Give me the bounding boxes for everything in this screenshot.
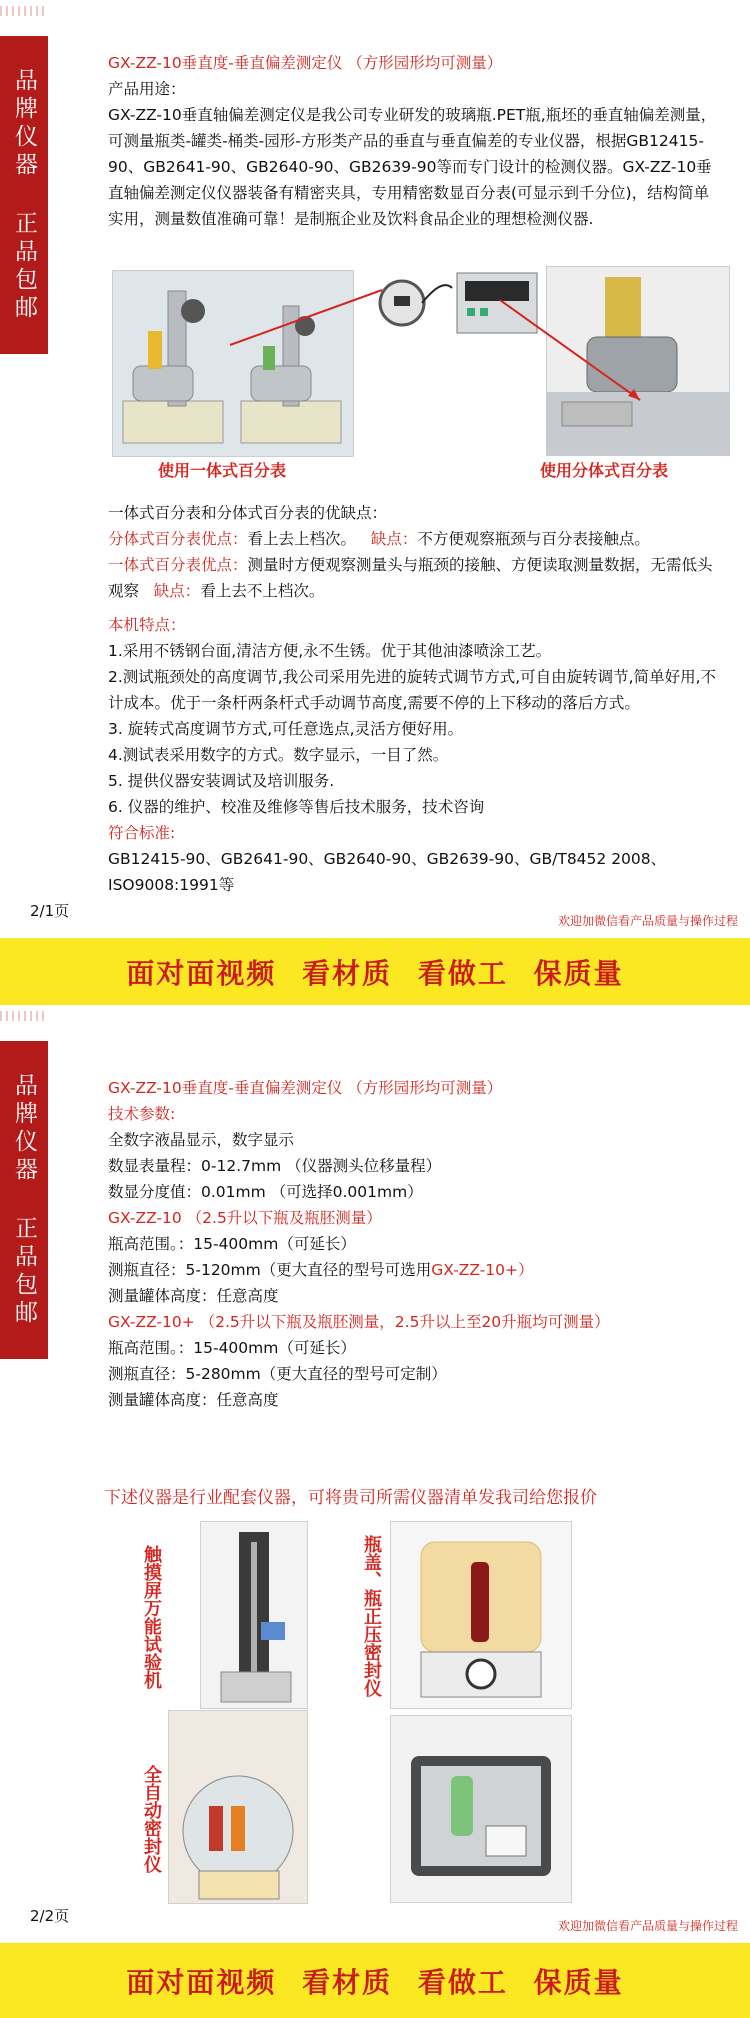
features-section bbox=[108, 612, 720, 898]
specs-section bbox=[108, 1075, 720, 1413]
product-title: GX-ZZ-10垂直度-垂直偏差测定仪 （方形园形均可测量） bbox=[108, 54, 503, 72]
spec-item: 测瓶直径：5-120mm（更大直径的型号可选用GX-ZZ-10+） bbox=[108, 1261, 534, 1279]
advantage-split: 分体式百分表优点：看上去上档次。 缺点：不方便观察瓶颈与百分表接触点。 bbox=[108, 530, 650, 548]
feature-item: 6. 仪器的维护、校准及维修等售后技术服务，技术咨询 bbox=[108, 798, 485, 816]
spec-item: 瓶高范围。：15-400mm（可延长） bbox=[108, 1339, 356, 1357]
slogan-band: 面对面视频 看材质 看做工 保质量 bbox=[0, 938, 750, 1005]
advantage-integrated: 一体式百分表优点：测量时方便观察测量头与瓶颈的接触、方便读取测量数据，无需低头观察 缺点：看上去不上档次。 bbox=[108, 556, 713, 600]
auto-seal-tester-photo bbox=[168, 1710, 308, 1904]
page-number: 2/1页 bbox=[30, 902, 70, 920]
seal-tester-photo bbox=[390, 1521, 572, 1709]
sealing-tester-case-photo bbox=[390, 1715, 572, 1903]
feature-item: 2.测试瓶颈处的高度调节,我公司采用先进的旋转式调节方式,可自由旋转调节,简单好用,不计成本。优于一条杆两条杆式手动调节高度,需要不停的上下移动的落后方式。 bbox=[108, 668, 716, 712]
standards-heading: 符合标准: bbox=[108, 824, 176, 842]
spec-item: 数显表量程：0-12.7mm （仪器测头位移量程） bbox=[108, 1157, 442, 1175]
usage-text: GX-ZZ-10垂直轴偏差测定仪是我公司专业研发的玻璃瓶.PET瓶,瓶坯的垂直轴偏差测量，可测量瓶类-罐类-桶类-园形-方形类产品的垂直与垂直偏差的专业仪器，根据GB12415-90、GB2641-90、GB2640-90、GB2639-90等而专门设计的检测仪器。GX-ZZ-10垂直轴偏差测定仪仪器装备有精密夹具，专用精密数显百分表(可显示到千分位)，结构简单实用，测量数值准确可靠！是制瓶企业及饮料食品企业的理想检测仪器. bbox=[108, 106, 717, 228]
spec-item: 数显分度值：0.01mm （可选择0.001mm） bbox=[108, 1183, 423, 1201]
feature-item: 3. 旋转式高度调节方式,可任意选点,灵活方便好用。 bbox=[108, 720, 464, 738]
spec-item: 测量罐体高度：任意高度 bbox=[108, 1391, 279, 1409]
page-number: 2/2页 bbox=[30, 1907, 70, 1925]
model-one-heading: GX-ZZ-10 （2.5升以下瓶及瓶胚测量） bbox=[108, 1209, 382, 1227]
usage-label: 产品用途： bbox=[108, 80, 186, 98]
decorative-dots bbox=[0, 1011, 48, 1021]
product-label: 全自动密封仪 bbox=[141, 1765, 162, 1873]
features-heading: 本机特点： bbox=[108, 616, 186, 634]
feature-item: 1.采用不锈钢台面,清洁方便,永不生锈。优于其他油漆喷涂工艺。 bbox=[108, 642, 552, 660]
contact-note: 欢迎加微信看产品质量与操作过程 bbox=[557, 1919, 738, 1933]
advantages-heading: 一体式百分表和分体式百分表的优缺点： bbox=[108, 504, 388, 522]
caption-integrated: 使用一体式百分表 bbox=[158, 461, 287, 480]
caption-split: 使用分体式百分表 bbox=[540, 461, 669, 480]
product-title: GX-ZZ-10垂直度-垂直偏差测定仪 （方形园形均可测量） bbox=[108, 1079, 503, 1097]
pointer-arrows bbox=[0, 0, 750, 480]
model-two-heading: GX-ZZ-10+ （2.5升以下瓶及瓶胚测量，2.5升以上至20升瓶均可测量） bbox=[108, 1313, 610, 1331]
feature-item: 4.测试表采用数字的方式。数字显示，一目了然。 bbox=[108, 746, 449, 764]
advantages-section bbox=[108, 500, 720, 604]
universal-tester-photo bbox=[200, 1521, 308, 1709]
brand-banner: 品牌仪器 正品包邮 bbox=[0, 1041, 48, 1359]
standards-text: GB12415-90、GB2641-90、GB2640-90、GB2639-90、GB/T8452 2008、ISO9008:1991等 bbox=[108, 850, 667, 894]
spec-heading: 技术参数: bbox=[108, 1105, 176, 1123]
contact-note: 欢迎加微信看产品质量与操作过程 bbox=[557, 914, 738, 928]
feature-item: 5. 提供仪器安装调试及培训服务. bbox=[108, 772, 335, 790]
page-two bbox=[0, 1005, 750, 1943]
page-one bbox=[0, 0, 750, 938]
slogan-band: 面对面视频 看材质 看做工 保质量 bbox=[0, 1943, 750, 2018]
supporting-note: 下述仪器是行业配套仪器，可将贵司所需仪器清单发我司给您报价 bbox=[104, 1488, 597, 1508]
product-label: 瓶盖、瓶正压密封仪 bbox=[361, 1535, 382, 1697]
spec-item: 瓶高范围。：15-400mm（可延长） bbox=[108, 1235, 356, 1253]
product-label: 触摸屏万能试验机 bbox=[141, 1545, 162, 1689]
spec-item: 测瓶直径：5-280mm（更大直径的型号可定制） bbox=[108, 1365, 447, 1383]
brand-banner: 品牌仪器 正品包邮 bbox=[0, 36, 48, 354]
spec-item: 测量罐体高度：任意高度 bbox=[108, 1287, 279, 1305]
spec-item: 全数字液晶显示，数字显示 bbox=[108, 1131, 295, 1149]
